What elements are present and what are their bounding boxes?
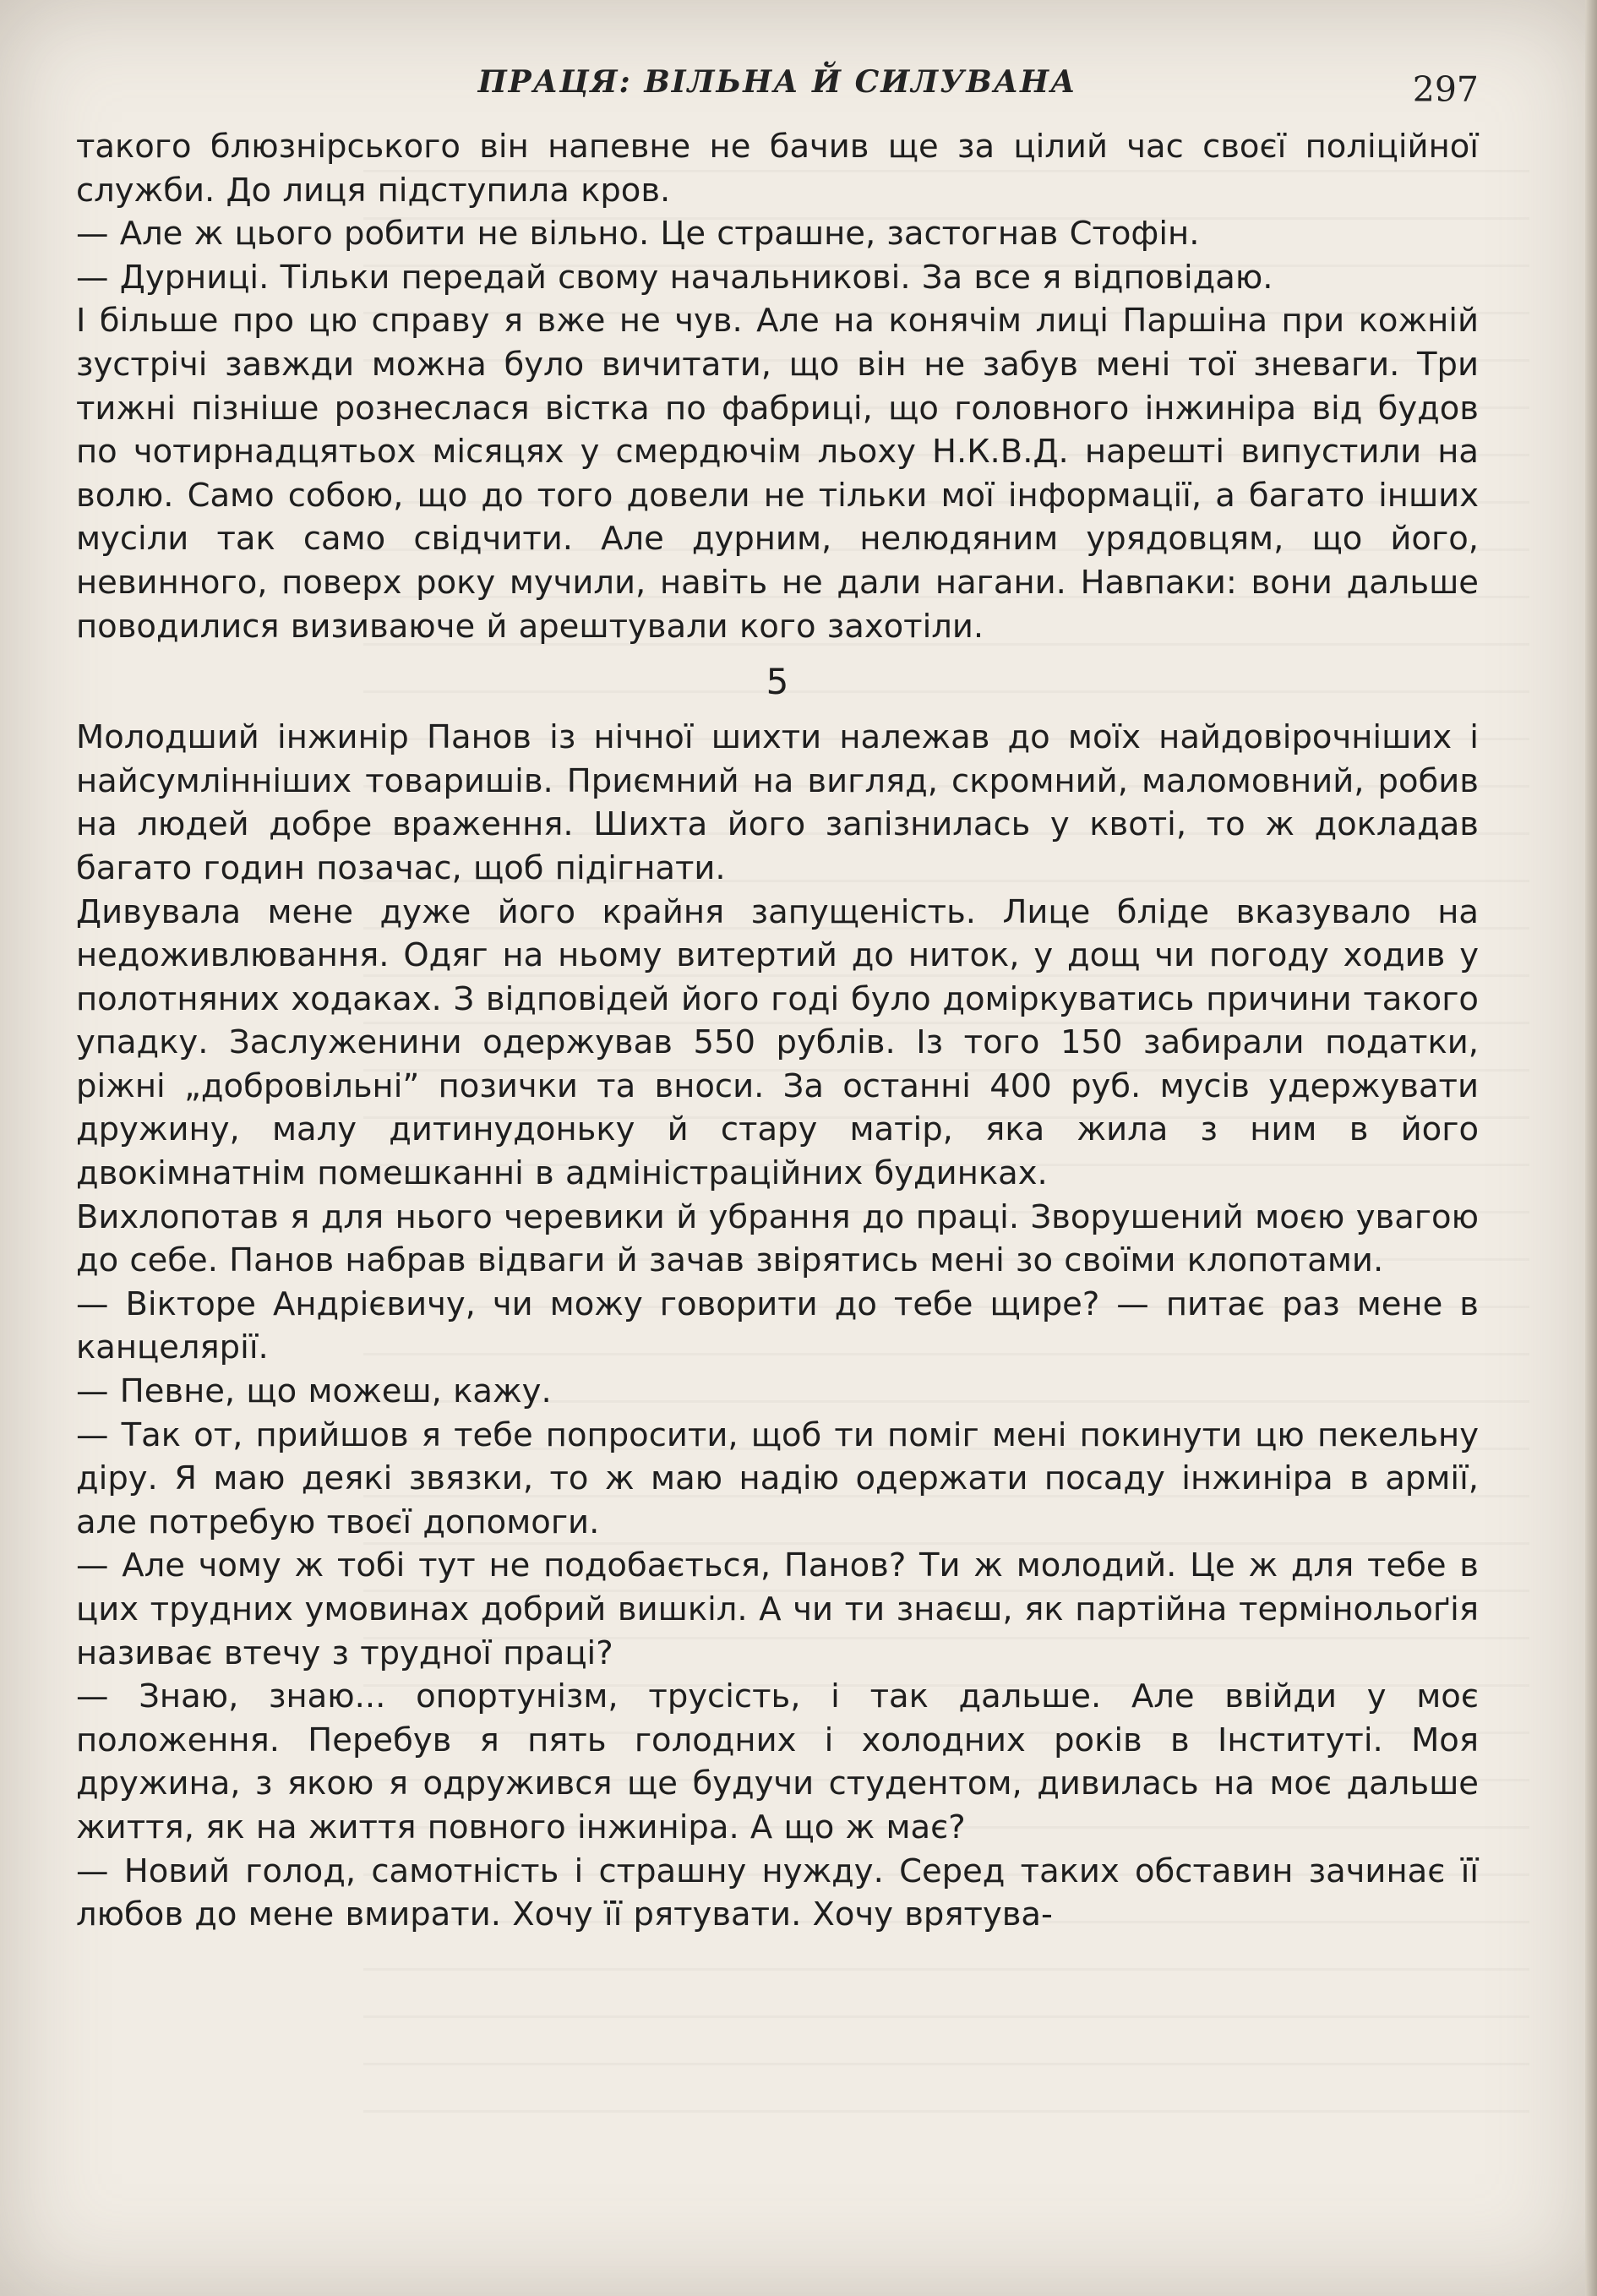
running-title: ПРАЦЯ: ВІЛЬНА Й СИЛУВАНА bbox=[477, 64, 1077, 100]
page-edge bbox=[1585, 0, 1597, 2296]
body-text bbox=[76, 125, 1479, 1937]
section-number: 5 bbox=[766, 661, 789, 703]
paragraph: — Так от, прийшов я тебе попросити, щоб ти поміг мені покинути цю пекельну діру. Я маю деякі звязки, то ж маю надію одержати посаду інжиніра в армії, але потребую твоєї допомоги. bbox=[76, 1415, 1479, 1541]
paragraph: — Дурниці. Тільки передай свому начальникові. За все я відповідаю. bbox=[76, 258, 1273, 297]
paragraph: — Новий голод, самотність і страшну нужду. Серед таких обставин зачинає її любов до мене вмирати. Хочу її рятувати. Хочу врятува- bbox=[76, 1852, 1479, 1934]
paragraph: І більше про цю справу я вже не чув. Але на конячім лиці Паршіна при кожній зустрічі завжди можна було вичитати, що він не забув мені тої зневаги. Три тижні пізніше рознеслася вістка по фабриці, що головного інжиніра від будов по чотирнадцятьох місяцях у смердючім льоху Н.К.В.Д. нарешті випустили на волю. Само собою, що до того довели не тільки мої інформації, а багато інших мусіли так само свідчити. Але дурним, нелюдяним урядовцям, що його, невинного, поверх року мучили, навіть не дали нагани. Навпаки: вони дальше поводилися визиваюче й арештували кого захотіли. bbox=[76, 302, 1479, 646]
page-number: 297 bbox=[1412, 69, 1479, 110]
paragraph: — Але ж цього робити не вільно. Це страшне, застогнав Стофін. bbox=[76, 215, 1200, 254]
paragraph: — Певне, що можеш, кажу. bbox=[76, 1372, 552, 1411]
paragraph: — Але чому ж тобі тут не подобається, Панов? Ти ж молодий. Це ж для тебе в цих трудних умовинах добрий вишкіл. А чи ти знаєш, як партійна термінольоґія називає втечу з трудної праці? bbox=[76, 1546, 1479, 1672]
paragraph: Дивувала мене дуже його крайня запущеність. Лице бліде вказувало на недоживлювання. Одяг на ньому витертий до ниток, у дощ чи погоду ходив у полотняних ходаках. З відповідей його годі було доміркуватись причини такого упадку. Заслуженини одержував 550 рублів. Із того 150 забирали податки, ріжні „добровільні” позички та вноси. За останні 400 руб. мусів удержувати дружину, малу дитинудоньку й стару матір, яка жила з ним в його двокімнатнім помешканні в адміністраційних будинках. bbox=[76, 892, 1479, 1193]
paragraph: Вихлопотав я для нього черевики й убрання до праці. Зворушений моєю увагою до себе. Панов набрав відваги й зачав звірятись мені зо своїми клопотами. bbox=[76, 1197, 1479, 1280]
paragraph: — Знаю, знаю... опортунізм, трусість, і так дальше. Але ввійди у моє положення. Перебув я пять голодних і холодних років в Інституті. Моя дружина, з якою я одружився ще будучи студентом, дивилась на моє дальше життя, як на життя повного інжиніра. А що ж має? bbox=[76, 1677, 1479, 1846]
paragraph: такого блюзнірського він напевне не бачив ще за цілий час своєї поліційної служби. До лиця підступила кров. bbox=[76, 128, 1479, 210]
page-header bbox=[76, 57, 1479, 117]
paragraph: — Вікторе Андрієвичу, чи можу говорити до тебе щире? — питає раз мене в канцелярії. bbox=[76, 1284, 1479, 1367]
paragraph: Молодший інжинір Панов із нічної шихти належав до моїх найдовірочніших і найсумлінніших товаришів. Приємний на вигляд, скромний, маломовний, робив на людей добре враження. Шихта його запізнилась у квоті, то ж докладав багато годин позачас, щоб підігнати. bbox=[76, 718, 1479, 887]
